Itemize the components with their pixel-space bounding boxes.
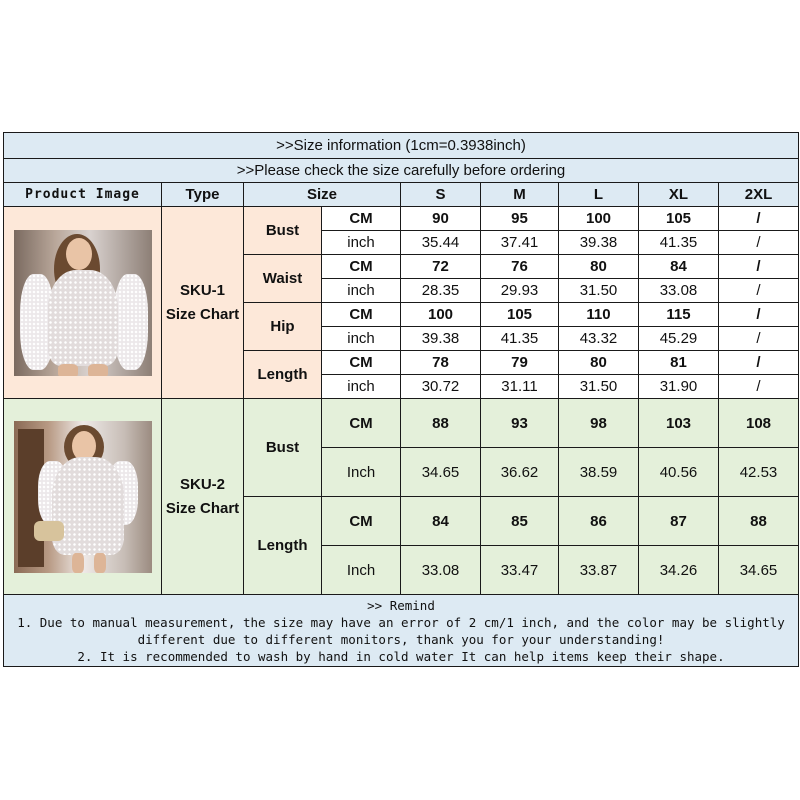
size-value: 36.62 (481, 448, 559, 497)
unit-inch: Inch (322, 448, 401, 497)
size-header: Size (244, 183, 401, 207)
size-col-xl: XL (639, 183, 719, 207)
unit-cm: CM (322, 207, 401, 231)
product-image-header: Product Image (4, 183, 162, 207)
size-chart-table (3, 132, 799, 667)
size-value: 29.93 (481, 279, 559, 303)
unit-inch: inch (322, 231, 401, 255)
sku2-dress-photo (14, 421, 152, 573)
size-value: / (719, 279, 799, 303)
size-value: 34.65 (719, 546, 799, 595)
size-value: 45.29 (639, 327, 719, 351)
size-col-2xl: 2XL (719, 183, 799, 207)
size-value: 42.53 (719, 448, 799, 497)
size-value: 105 (481, 303, 559, 327)
size-value: 85 (481, 497, 559, 546)
size-value: 98 (559, 399, 639, 448)
unit-inch: inch (322, 279, 401, 303)
sku1-product-image (4, 207, 162, 399)
size-value: 86 (559, 497, 639, 546)
sku1-size-chart-label: Size Chart (165, 305, 240, 323)
size-value: 31.50 (559, 375, 639, 399)
size-value: 110 (559, 303, 639, 327)
sku1-label: SKU-1 (179, 281, 225, 299)
size-value: 76 (481, 255, 559, 279)
size-value: 38.59 (559, 448, 639, 497)
size-value: 93 (481, 399, 559, 448)
size-value: 34.65 (401, 448, 481, 497)
sku1-length-label: Length (244, 351, 322, 399)
remind-notes (4, 595, 799, 667)
unit-cm: CM (322, 255, 401, 279)
size-value: / (719, 231, 799, 255)
size-value: 37.41 (481, 231, 559, 255)
size-value: 33.08 (639, 279, 719, 303)
size-value: 115 (639, 303, 719, 327)
size-value: 35.44 (401, 231, 481, 255)
size-value: 88 (401, 399, 481, 448)
check-size-header: >>Please check the size carefully before ordering (4, 159, 799, 183)
unit-cm: CM (322, 303, 401, 327)
sku1-dress-photo (14, 230, 152, 376)
size-value: 105 (639, 207, 719, 231)
sku1-hip-label: Hip (244, 303, 322, 351)
unit-inch: Inch (322, 546, 401, 595)
remind-note-2: 2. It is recommended to wash by hand in cold water It can help items keep their shape. (77, 648, 725, 664)
size-value: 41.35 (639, 231, 719, 255)
size-value: 39.38 (559, 231, 639, 255)
size-value: 84 (401, 497, 481, 546)
size-info-header: >>Size information (1cm=0.3938inch) (4, 133, 799, 159)
size-value: / (719, 375, 799, 399)
sku2-product-image (4, 399, 162, 595)
size-value: 34.26 (639, 546, 719, 595)
size-value: 100 (401, 303, 481, 327)
type-header: Type (162, 183, 244, 207)
size-value: 33.87 (559, 546, 639, 595)
size-value: 78 (401, 351, 481, 375)
size-value: 30.72 (401, 375, 481, 399)
sku1-type (162, 207, 244, 399)
unit-inch: inch (322, 375, 401, 399)
size-value: 80 (559, 255, 639, 279)
sku2-type (162, 399, 244, 595)
sku1-waist-label: Waist (244, 255, 322, 303)
size-value: 31.50 (559, 279, 639, 303)
size-col-s: S (401, 183, 481, 207)
sku2-label: SKU-2 (179, 475, 225, 493)
sku2-length-label: Length (244, 497, 322, 595)
remind-note-1: 1. Due to manual measurement, the size may have an error of 2 cm/1 inch, and the color may be slightly different due to different monitors, thank you for your understanding! (17, 614, 785, 647)
size-value: 41.35 (481, 327, 559, 351)
size-value: 90 (401, 207, 481, 231)
size-value: / (719, 207, 799, 231)
size-value: / (719, 327, 799, 351)
size-value: 87 (639, 497, 719, 546)
size-value: 95 (481, 207, 559, 231)
size-value: 79 (481, 351, 559, 375)
sku2-bust-label: Bust (244, 399, 322, 497)
size-col-l: L (559, 183, 639, 207)
size-value: / (719, 303, 799, 327)
size-value: 40.56 (639, 448, 719, 497)
size-value: / (719, 351, 799, 375)
unit-inch: inch (322, 327, 401, 351)
size-value: 108 (719, 399, 799, 448)
size-value: 33.08 (401, 546, 481, 595)
unit-cm: CM (322, 351, 401, 375)
size-value: 100 (559, 207, 639, 231)
remind-title: >> Remind (367, 597, 435, 613)
size-col-m: M (481, 183, 559, 207)
size-value: 43.32 (559, 327, 639, 351)
unit-cm: CM (322, 399, 401, 448)
size-value: 28.35 (401, 279, 481, 303)
unit-cm: CM (322, 497, 401, 546)
sku1-bust-label: Bust (244, 207, 322, 255)
size-value: 72 (401, 255, 481, 279)
size-value: 103 (639, 399, 719, 448)
size-value: 81 (639, 351, 719, 375)
size-value: 80 (559, 351, 639, 375)
size-value: / (719, 255, 799, 279)
size-value: 84 (639, 255, 719, 279)
sku2-size-chart-label: Size Chart (165, 499, 240, 517)
size-value: 39.38 (401, 327, 481, 351)
size-value: 88 (719, 497, 799, 546)
size-value: 31.11 (481, 375, 559, 399)
size-value: 33.47 (481, 546, 559, 595)
size-value: 31.90 (639, 375, 719, 399)
